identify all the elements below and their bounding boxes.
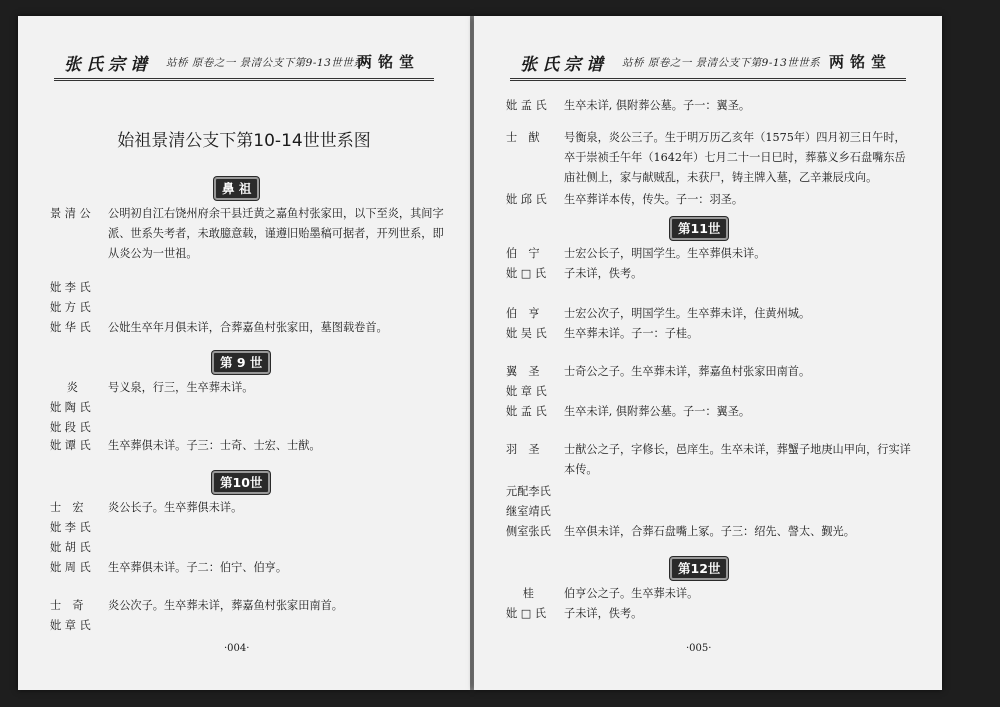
entry-name: 妣 谭 氏 <box>50 439 91 452</box>
entry-text: 士宏公次子，明国学生。生卒葬未详，住黄州城。 <box>564 307 811 320</box>
entry-text: 炎公次子。生卒葬未详，葬嘉鱼村张家田南首。 <box>108 599 343 612</box>
entry-text: 子未详，佚考。 <box>564 267 643 280</box>
entry-name: 妣 周 氏 <box>50 561 91 574</box>
header-title: 张氏宗谱 <box>520 55 608 75</box>
genealogy-entry <box>50 378 450 398</box>
page-title: 始祖景清公支下第10-14世世系图 <box>117 131 371 151</box>
entry-name: 翼 圣 <box>506 365 540 378</box>
genealogy-entry <box>506 264 916 284</box>
entry-name: 妣 □ 氏 <box>506 267 547 280</box>
entry-text: 士宏公长子，明国学生。生卒葬俱未详。 <box>564 247 766 260</box>
entry-name: 妣 章 氏 <box>506 385 547 398</box>
entry-name: 士 猷 <box>506 131 540 144</box>
entry-name: 妣 孟 氏 <box>506 405 547 418</box>
genealogy-entry <box>506 96 916 116</box>
header-title: 张氏宗谱 <box>64 55 152 75</box>
genealogy-entry <box>506 304 916 324</box>
entry-name: 元配李氏 <box>506 485 551 498</box>
entry-name: 士 奇 <box>50 599 84 612</box>
genealogy-entry <box>506 362 916 382</box>
entry-name: 羽 圣 <box>506 443 540 456</box>
entry-text: 号衡泉，炎公三子。生于明万历乙亥年（1575年）四月初三日午时，卒于崇祯壬午年（1642年）七月二十一日巳时，葬慕义乡石盘嘴东岳庙社侧上，家与献贼乱，未获尸，铸主牌入墓，乙辛兼辰戌向。 <box>564 131 906 184</box>
entry-name: 妣 李 氏 <box>50 521 91 534</box>
entry-name: 妣 □ 氏 <box>506 607 547 620</box>
entry-text: 生卒葬俱未详。子三：士奇、士宏、士猷。 <box>108 439 321 452</box>
entry-text: 子未详，佚考。 <box>564 607 643 620</box>
genealogy-entry <box>506 440 916 480</box>
genealogy-entry <box>50 558 450 578</box>
entry-name: 炎 <box>66 381 78 394</box>
entry-text: 生卒葬未详。子一：子桂。 <box>564 327 699 340</box>
entry-text: 士奇公之子。生卒葬未详，葬嘉鱼村张家田南首。 <box>564 365 811 378</box>
page-number: ·004· <box>224 643 250 654</box>
generation-badge-ancestor: 鼻 祖 <box>214 177 259 200</box>
entry-text: 生卒未详, 俱附葬公墓。子一：翼圣。 <box>564 99 751 112</box>
genealogy-entry <box>50 498 450 518</box>
entry-text: 公妣生卒年月俱未详，合葬嘉鱼村张家田，墓图载卷首。 <box>108 321 388 334</box>
generation-badge-11: 第11世 <box>670 217 728 240</box>
entry-name: 妣 吴 氏 <box>506 327 547 340</box>
entry-text: 炎公长子。生卒葬俱未详。 <box>108 501 243 514</box>
entry-name: 士 宏 <box>50 501 84 514</box>
entry-name: 妣 孟 氏 <box>506 99 547 112</box>
entry-name: 景 清 公 <box>50 207 91 220</box>
genealogy-entry <box>50 436 450 456</box>
entry-text: 号义泉，行三，生卒葬未详。 <box>108 381 254 394</box>
entry-name: 妣 李 氏 <box>50 281 91 294</box>
entry-name: 妣 方 氏 <box>50 301 91 314</box>
generation-badge-10: 第10世 <box>212 471 270 494</box>
header-hall-name: 两铭堂 <box>356 53 420 71</box>
header-subtitle: 站桥 原卷之一 景清公支下第9-13世世系 <box>166 57 365 69</box>
genealogy-entry <box>506 128 916 188</box>
page-number: ·005· <box>686 643 712 654</box>
left-page <box>18 16 470 690</box>
genealogy-entry <box>506 190 916 210</box>
genealogy-entry <box>506 604 916 624</box>
entry-name: 继室靖氏 <box>506 505 551 518</box>
entry-name: 伯 宁 <box>506 247 540 260</box>
running-header <box>54 46 434 81</box>
generation-badge-12: 第12世 <box>670 557 728 580</box>
entry-text: 生卒未详, 俱附葬公墓。子一：翼圣。 <box>564 405 751 418</box>
generation-badge-9: 第 9 世 <box>212 351 270 374</box>
genealogy-entry <box>50 204 450 264</box>
entry-name: 侧室张氏 <box>506 525 551 538</box>
entry-text: 公明初自江右饶州府余干县迁黄之嘉鱼村张家田，以下至炎，其间字派、世系失考者，未敢臆意载，谨遵旧贻墨稿可据者，开列世系，即从炎公为一世祖。 <box>108 207 444 260</box>
entry-text: 伯亨公之子。生卒葬未详。 <box>564 587 699 600</box>
entry-name: 妣 陶 氏 <box>50 401 91 414</box>
genealogy-entry <box>506 584 916 604</box>
right-page <box>474 16 942 690</box>
entry-name: 妣 段 氏 <box>50 421 91 434</box>
entry-name: 妣 章 氏 <box>50 619 91 632</box>
running-header <box>510 46 906 81</box>
entry-text: 士猷公之子，字修长，邑庠生。生卒未详，葬蟹子地庚山甲向，行实详本传。 <box>564 443 911 476</box>
genealogy-entry <box>50 318 450 338</box>
genealogy-entry <box>506 324 916 344</box>
header-subtitle: 站桥 原卷之一 景清公支下第9-13世世系 <box>622 57 821 69</box>
entry-text: 生卒葬俱未详。子二：伯宁、伯亨。 <box>108 561 288 574</box>
entry-name: 妣 华 氏 <box>50 321 91 334</box>
entry-name: 桂 <box>522 587 534 600</box>
entry-name: 妣 胡 氏 <box>50 541 91 554</box>
genealogy-entry <box>50 596 450 616</box>
header-hall-name: 两铭堂 <box>828 53 892 71</box>
genealogy-entry <box>506 244 916 264</box>
entry-text: 生卒葬详本传，传失。子一：羽圣。 <box>564 193 744 206</box>
entry-text: 生卒俱未详，合葬石盘嘴上冢。子三：绍先、謦太、觐光。 <box>564 525 855 538</box>
genealogy-entry <box>506 402 916 422</box>
entry-name: 伯 亨 <box>506 307 540 320</box>
entry-name: 妣 邱 氏 <box>506 193 547 206</box>
genealogy-entry <box>506 522 916 542</box>
